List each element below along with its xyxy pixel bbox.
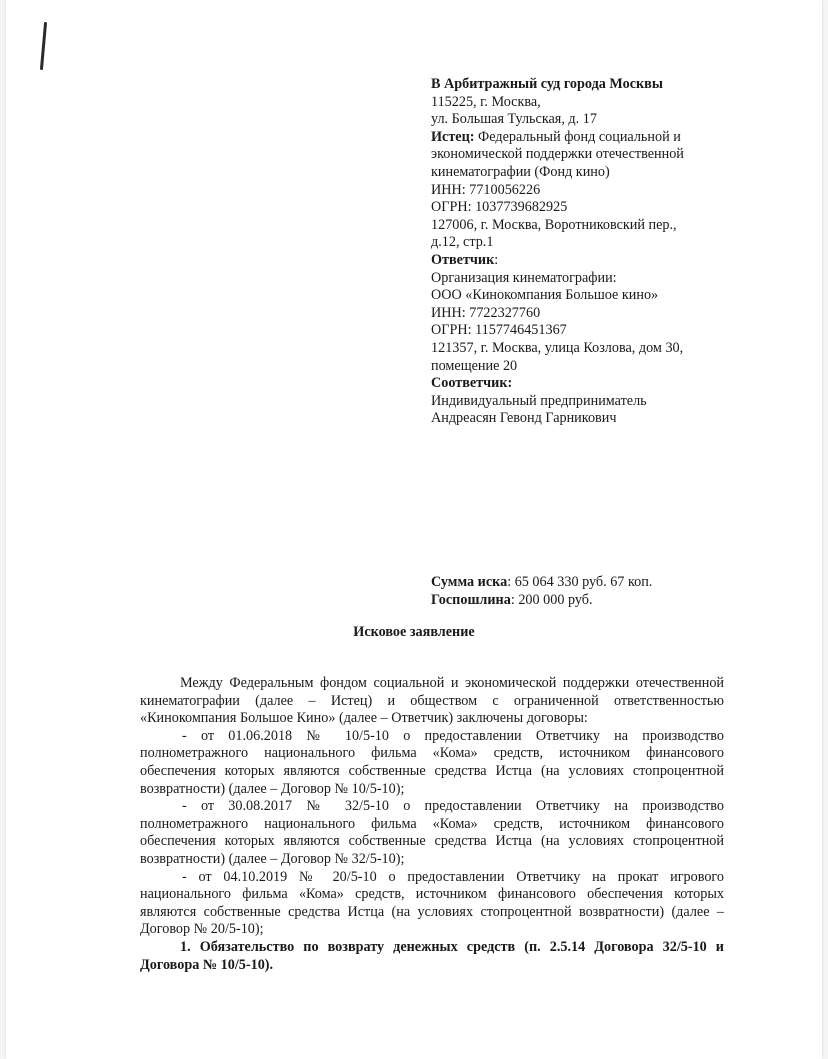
defendant-line-2: ООО «Кинокомпания Большое кино» — [431, 287, 659, 304]
defendant-inn: ИНН: 7722327760 — [431, 304, 541, 321]
plaintiff-name-1: Федеральный фонд социальной и — [474, 128, 681, 145]
plaintiff-label: Истец: — [431, 128, 475, 145]
duty-line — [431, 592, 652, 610]
plaintiff-line — [431, 129, 731, 147]
duty-label: Госпошлина — [431, 591, 511, 608]
defendant-label: Ответчик — [431, 251, 495, 268]
section-heading-1: 1. Обязательство по возврату денежных средств (п. 2.5.14 Договора 32/5-10 и Договора № 10/5-10). — [140, 938, 724, 973]
defendant-address-line-1: 121357, г. Москва, улица Козлова, дом 30, — [431, 339, 684, 356]
document-body — [140, 675, 724, 974]
document-title: Исковое заявление — [353, 624, 475, 640]
handwritten-pen-mark — [40, 22, 47, 70]
court-address-line-2: ул. Большая Тульская, д. 17 — [431, 111, 597, 128]
codefendant-line-2: Андреасян Гевонд Гарникович — [431, 410, 617, 427]
duty-value: : 200 000 руб. — [510, 591, 593, 608]
plaintiff-name-line-3: кинематографии (Фонд кино) — [431, 163, 610, 180]
codefendant-label: Соответчик: — [431, 375, 513, 392]
codefendant-line-1: Индивидуальный предприниматель — [431, 392, 647, 409]
plaintiff-name-line-2: экономической поддержки отечественной — [431, 146, 684, 163]
intro-paragraph: Между Федеральным фондом социальной и экономической поддержки отечественной кинематографии (далее – Истец) и обществом с ограниченной ответственностью «Кинокомпания Большое Кино» (далее – Ответчик) заключены договоры: — [140, 675, 724, 727]
defendant-line-1: Организация кинематографии: — [431, 269, 617, 286]
plaintiff-ogrn: ОГРН: 1037739682925 — [431, 199, 568, 216]
claim-summary — [431, 574, 652, 609]
defendant-ogrn: ОГРН: 1157746451367 — [431, 322, 567, 339]
contract-item-3: - от 04.10.2019 № 20/5-10 о предоставлении Ответчику на прокат игрового национального фильма «Кома» средств, источником финансового обеспечения которых являются собственные средства Истца (на условиях стопроцентной возвратности) (далее – Договор № 20/5-10); — [140, 868, 724, 938]
defendant-label-line — [431, 252, 731, 270]
contract-item-1: - от 01.06.2018 № 10/5-10 о предоставлении Ответчику на производство полнометражного национального фильма «Кома» средств, источником финансового обеспечения которых являются собственные средства Истца (на условиях стопроцентной возвратности) (далее – Договор № 10/5-10); — [140, 727, 724, 797]
plaintiff-address-line-1: 127006, г. Москва, Воротниковский пер., — [431, 216, 677, 233]
court-name: В Арбитражный суд города Москвы — [431, 76, 663, 92]
claim-sum-value: : 65 064 330 руб. 67 коп. — [507, 574, 653, 590]
claim-sum-label: Сумма иска — [431, 574, 508, 590]
defendant-address-line-2: помещение 20 — [431, 357, 518, 374]
contract-item-2: - от 30.08.2017 № 32/5-10 о предоставлении Ответчику на производство полнометражного национального фильма «Кома» средств, источником финансового обеспечения которых являются собственные средства Истца (на условиях стопроцентной возвратности) (далее – Договор № 32/5-10); — [140, 798, 724, 867]
court-address-line-1: 115225, г. Москва, — [431, 93, 541, 110]
plaintiff-address-line-2: д.12, стр.1 — [431, 234, 494, 251]
defendant-colon: : — [494, 251, 499, 268]
header-block — [431, 76, 731, 428]
claim-sum-line — [431, 574, 652, 592]
plaintiff-inn: ИНН: 7710056226 — [431, 181, 541, 198]
